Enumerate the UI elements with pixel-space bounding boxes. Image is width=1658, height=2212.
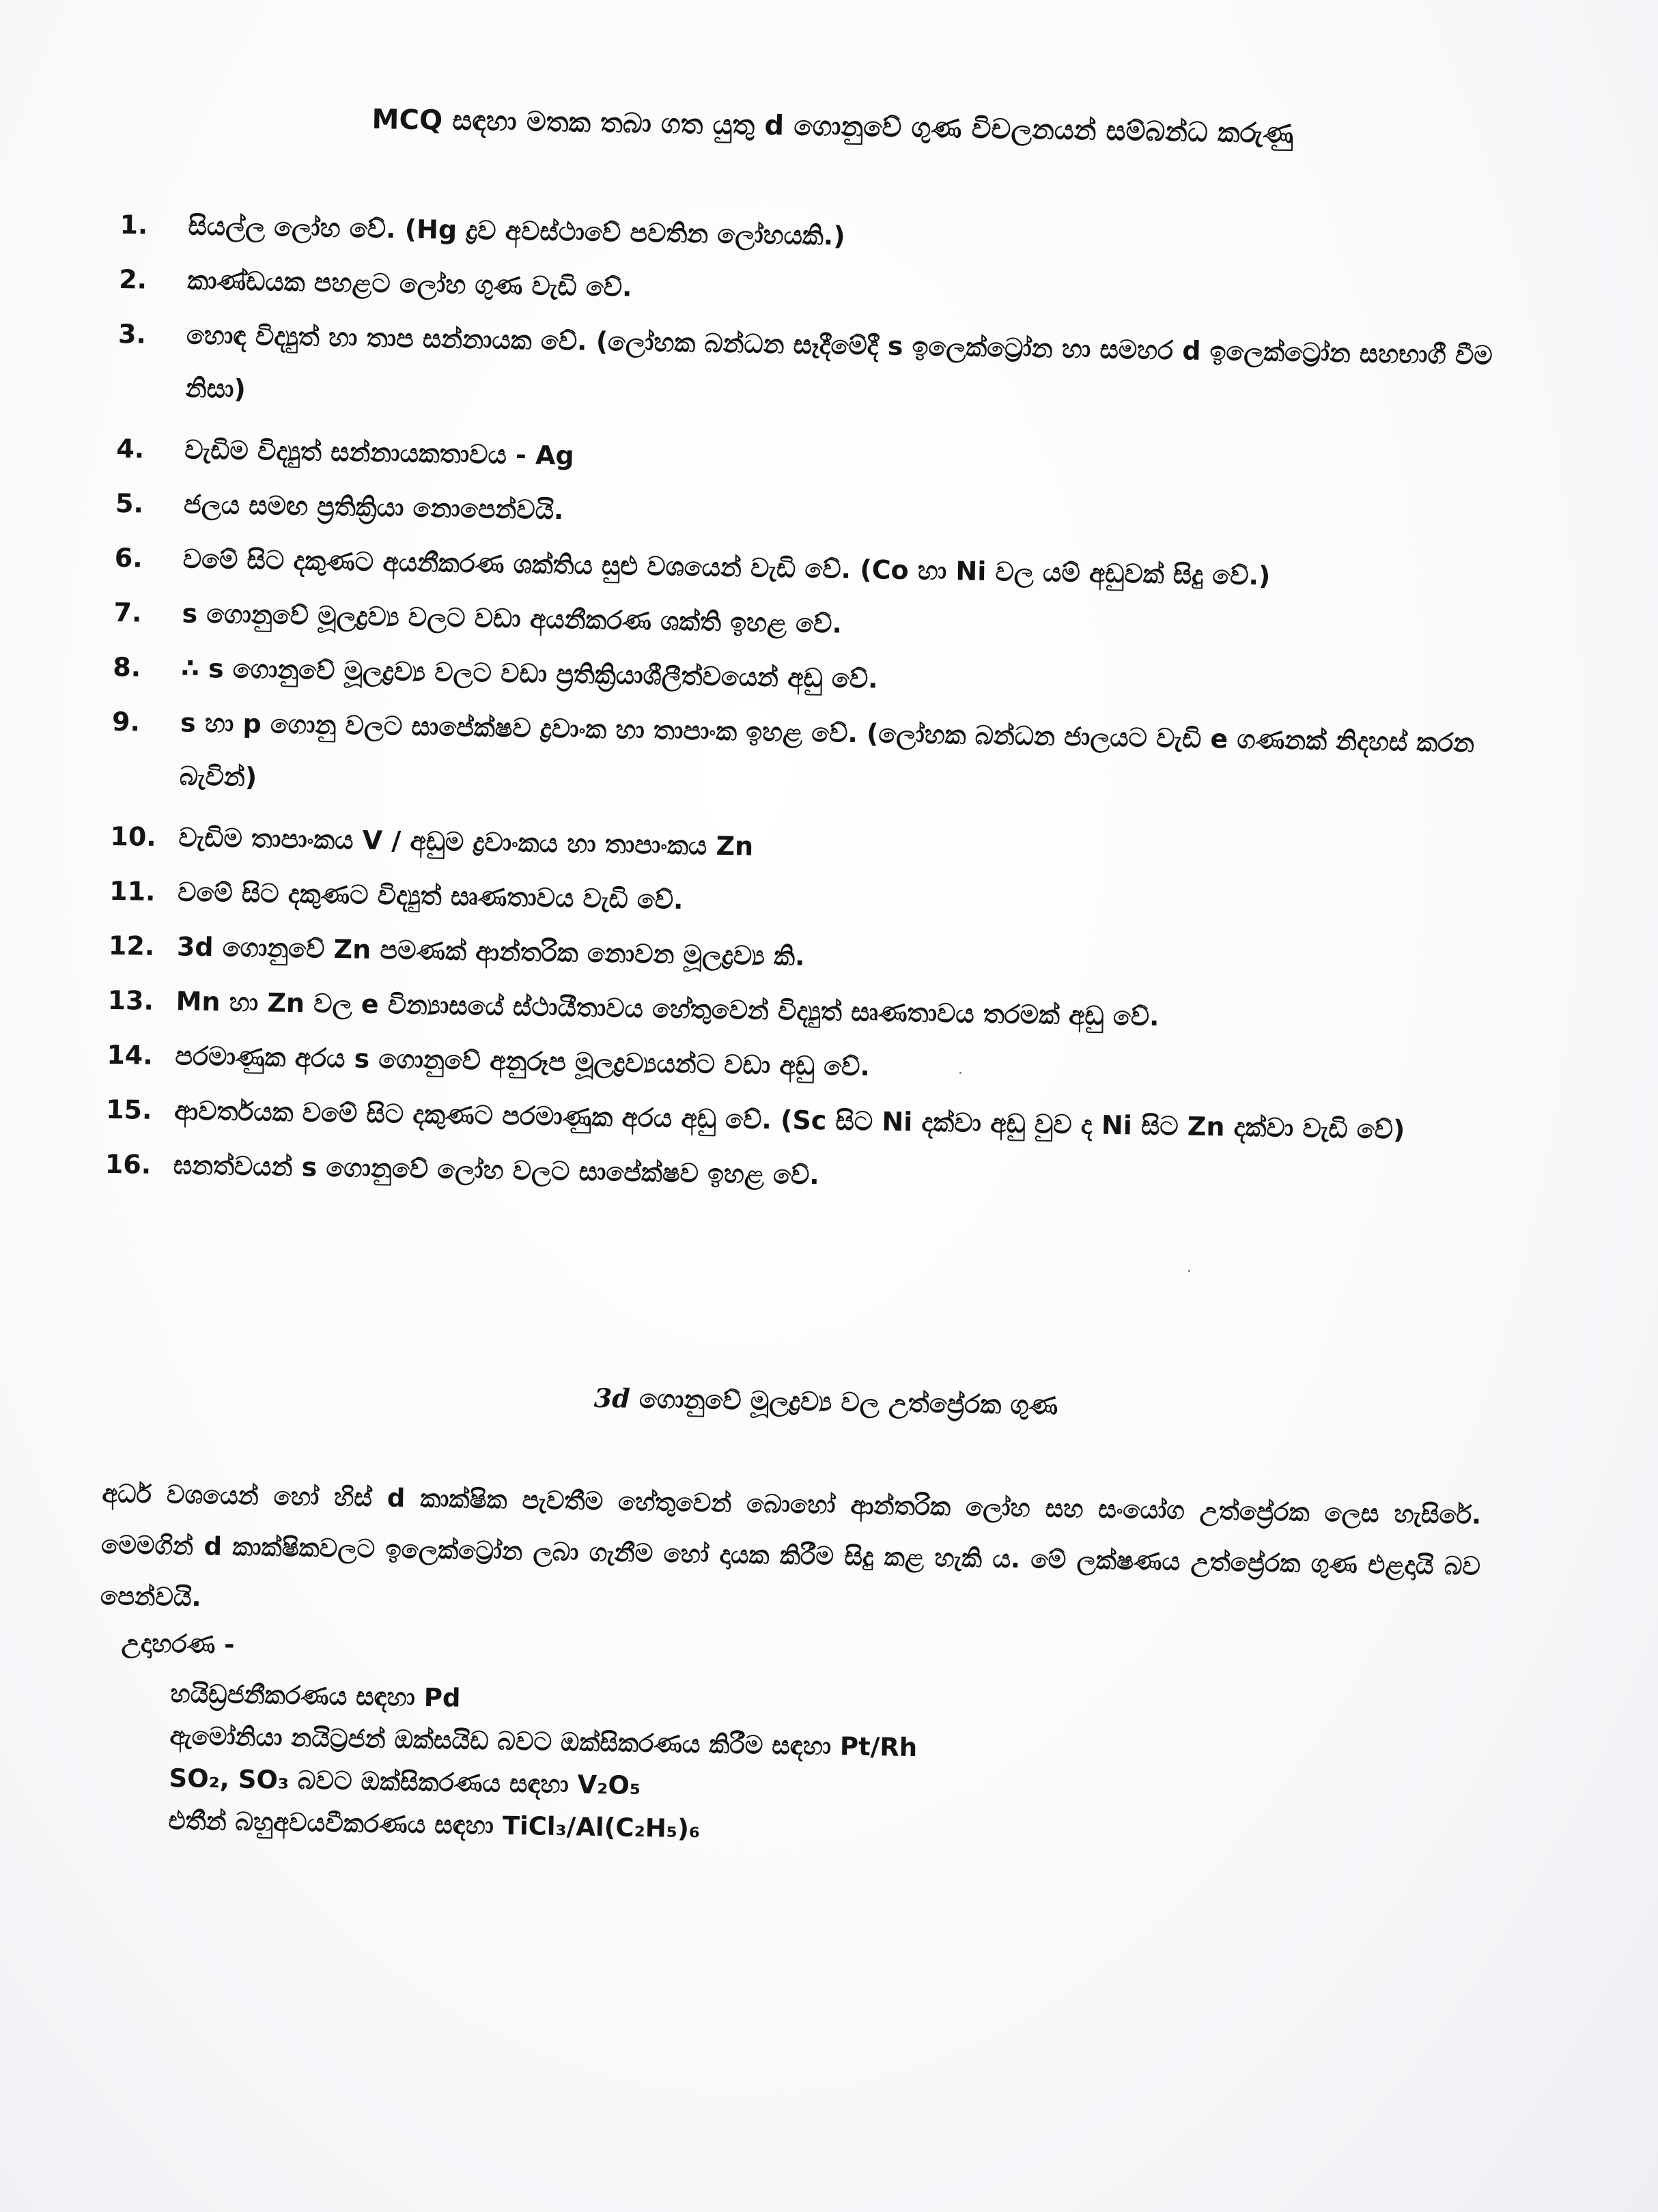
examples-label: උදාහරණ - xyxy=(121,1628,235,1660)
item-number: 16. xyxy=(104,1148,152,1180)
list-item xyxy=(106,1090,1513,1151)
item-text: කාණ්ඩයක පහළට ලෝහ ගුණ වැඩි වේ. xyxy=(186,265,632,302)
example-item: එතීන් බහුඅවයවීකරණය සඳහා TiCl₃/Al(C₂H₅)₆ xyxy=(168,1805,701,1844)
list-item xyxy=(114,538,1521,599)
scan-speck xyxy=(959,1072,961,1074)
list-item xyxy=(107,1035,1514,1096)
list-item xyxy=(109,926,1516,987)
examples-list xyxy=(168,1673,918,1854)
item-number: 13. xyxy=(107,984,154,1016)
item-text: සියල්ල ලෝහ වේ. (Hg ද්‍රව අවස්ථාවේ පවතින ලෝහයකි.) xyxy=(188,210,845,251)
page-title: MCQ සඳහා මතක තබා ගත යුතු d ගොනුවේ ගුණ විචලනයන් සම්බන්ධ කරුණු xyxy=(371,103,1294,150)
example-item: SO₂, SO₃ බවට ඔක්සිකරණය සඳහා V₂O₅ xyxy=(169,1763,641,1800)
item-text: වැඩිම විද්‍යුත් සන්නායකතාවය - Ag xyxy=(184,434,575,471)
list-item xyxy=(104,1144,1512,1206)
scan-speck xyxy=(1188,1270,1190,1272)
item-text: ඝනත්වයන් s ගොනුවේ ලෝහ වලට සාපේක්ෂව ඉහළ වේ. xyxy=(173,1150,820,1191)
item-text: වමේ සිට දකුණට විද්‍යුත් සෘණතාවය වැඩි වේ. xyxy=(177,877,684,916)
item-text: වැඩිම තාපාංකය V / අඩුම ද්‍රවාංකය හා තාපාංකය Zn xyxy=(178,822,754,862)
item-number: 2. xyxy=(118,264,147,295)
catalyst-paragraph: අර්ධ වශයෙන් හෝ හිස් d කාක්ෂික පැවතීම හේතුවෙන් බොහෝ ආන්තරික ලෝහ සහ සංයෝග උත්ප්‍රේරක ලෙස හැසිරේ. මෙමගින් d කාක්ෂිකවලට ඉලෙක්ට්‍රෝන ලබා ගැනීම හෝ දායක කිරීම සිදු කළ හැකි ය. මේ ලක්ෂණය උත්ප්‍රේරක ගුණ එළදායි බව පෙන්වයි. xyxy=(100,1478,1482,1613)
section-heading xyxy=(382,1379,1270,1424)
facts-list xyxy=(104,205,1527,1221)
item-text: 3d ගොනුවේ Zn පමණක් ආන්තරික නොවන මූලද්‍රව්‍ය කි. xyxy=(176,931,805,972)
item-number: 1. xyxy=(120,209,148,240)
item-number: 8. xyxy=(113,651,141,683)
list-item xyxy=(107,980,1515,1042)
item-number: 10. xyxy=(110,821,157,852)
item-number: 3. xyxy=(117,318,147,350)
item-text: වමේ සිට දකුණට අයනීකරණ ශක්තිය සුළු වශයෙන් වැඩි වේ. (Co හා Ni වල යම් අඩුවක් සිදු වේ.) xyxy=(182,543,1271,591)
item-text: Mn හා Zn වල e වින්‍යාසයේ ස්ථායීතාවය හේතුවෙන් විද්‍යුත් සෘණතාවය තරමක් අඩු වේ. xyxy=(175,986,1160,1032)
item-number: 5. xyxy=(115,487,144,519)
item-text: හොඳ විද්‍යුත් හා තාප සන්නායක වේ. (ලෝහක බන්ධන සෑදීමේදී s ඉලෙක්ට්‍රෝන හා සමහර d ඉලෙක්ට්‍රෝන සහභාගී වීම නිසා) xyxy=(185,320,1493,404)
item-text: s හා p ගොනු වලට සාපේක්ෂව ද්‍රවාංක හා තාපාංක ඉහළ වේ. (ලෝහක බන්ධන ජාලයට වැඩි e ගණනක් නිදහස් කරන බැවින්) xyxy=(179,707,1475,793)
list-item xyxy=(110,817,1517,878)
list-item xyxy=(111,702,1519,823)
list-item xyxy=(109,871,1517,933)
item-text: පරමාණුක අරය s ගොනුවේ අනුරූප මූලද්‍රව්‍යයන්ට වඩා අඩු වේ. xyxy=(175,1040,871,1082)
list-item xyxy=(116,429,1523,490)
item-text: s ගොනුවේ මූලද්‍රව්‍ය වලට වඩා අයනීකරණ ශක්ති ඉහළ වේ. xyxy=(182,598,843,639)
item-number: 12. xyxy=(108,930,155,961)
section-heading-symbol: 3d xyxy=(593,1382,631,1414)
item-number: 7. xyxy=(113,597,142,628)
item-text: ∴ s ගොනුවේ මූලද්‍රව්‍ය වලට වඩා ප්‍රතික්‍රියාශීලීත්වයෙන් අඩු වේ. xyxy=(181,653,878,694)
section-heading-text: ගොනුවේ මූලද්‍රව්‍ය වල උත්ප්‍රේරක ගුණ xyxy=(630,1383,1058,1421)
list-item xyxy=(117,314,1525,436)
item-number: 4. xyxy=(116,433,145,464)
item-text: ජලය සමඟ ප්‍රතික්‍රියා නොපෙන්වයි. xyxy=(183,489,564,526)
example-item: ඇමෝනියා නයිට්‍රජන් ඔක්සයිඩ බවට ඔක්සිකරණය කිරීම සඳහා Pt/Rh xyxy=(169,1720,918,1763)
list-item xyxy=(120,205,1527,266)
item-text: ආවර්තයක වමේ සිට දකුණට පරමාණුක අරය අඩු වේ. (Sc සිට Ni දක්වා අඩු වුව ද Ni සිට Zn දක්වා වැඩි වේ) xyxy=(173,1095,1405,1145)
example-item: හයිඩ්‍රජනීකරණය සඳහා Pd xyxy=(170,1678,461,1713)
list-item xyxy=(113,593,1521,654)
item-number: 6. xyxy=(114,542,143,573)
list-item xyxy=(115,483,1523,545)
item-number: 11. xyxy=(109,875,156,907)
item-number: 14. xyxy=(107,1039,154,1070)
item-number: 9. xyxy=(111,706,141,737)
item-number: 15. xyxy=(105,1094,152,1125)
